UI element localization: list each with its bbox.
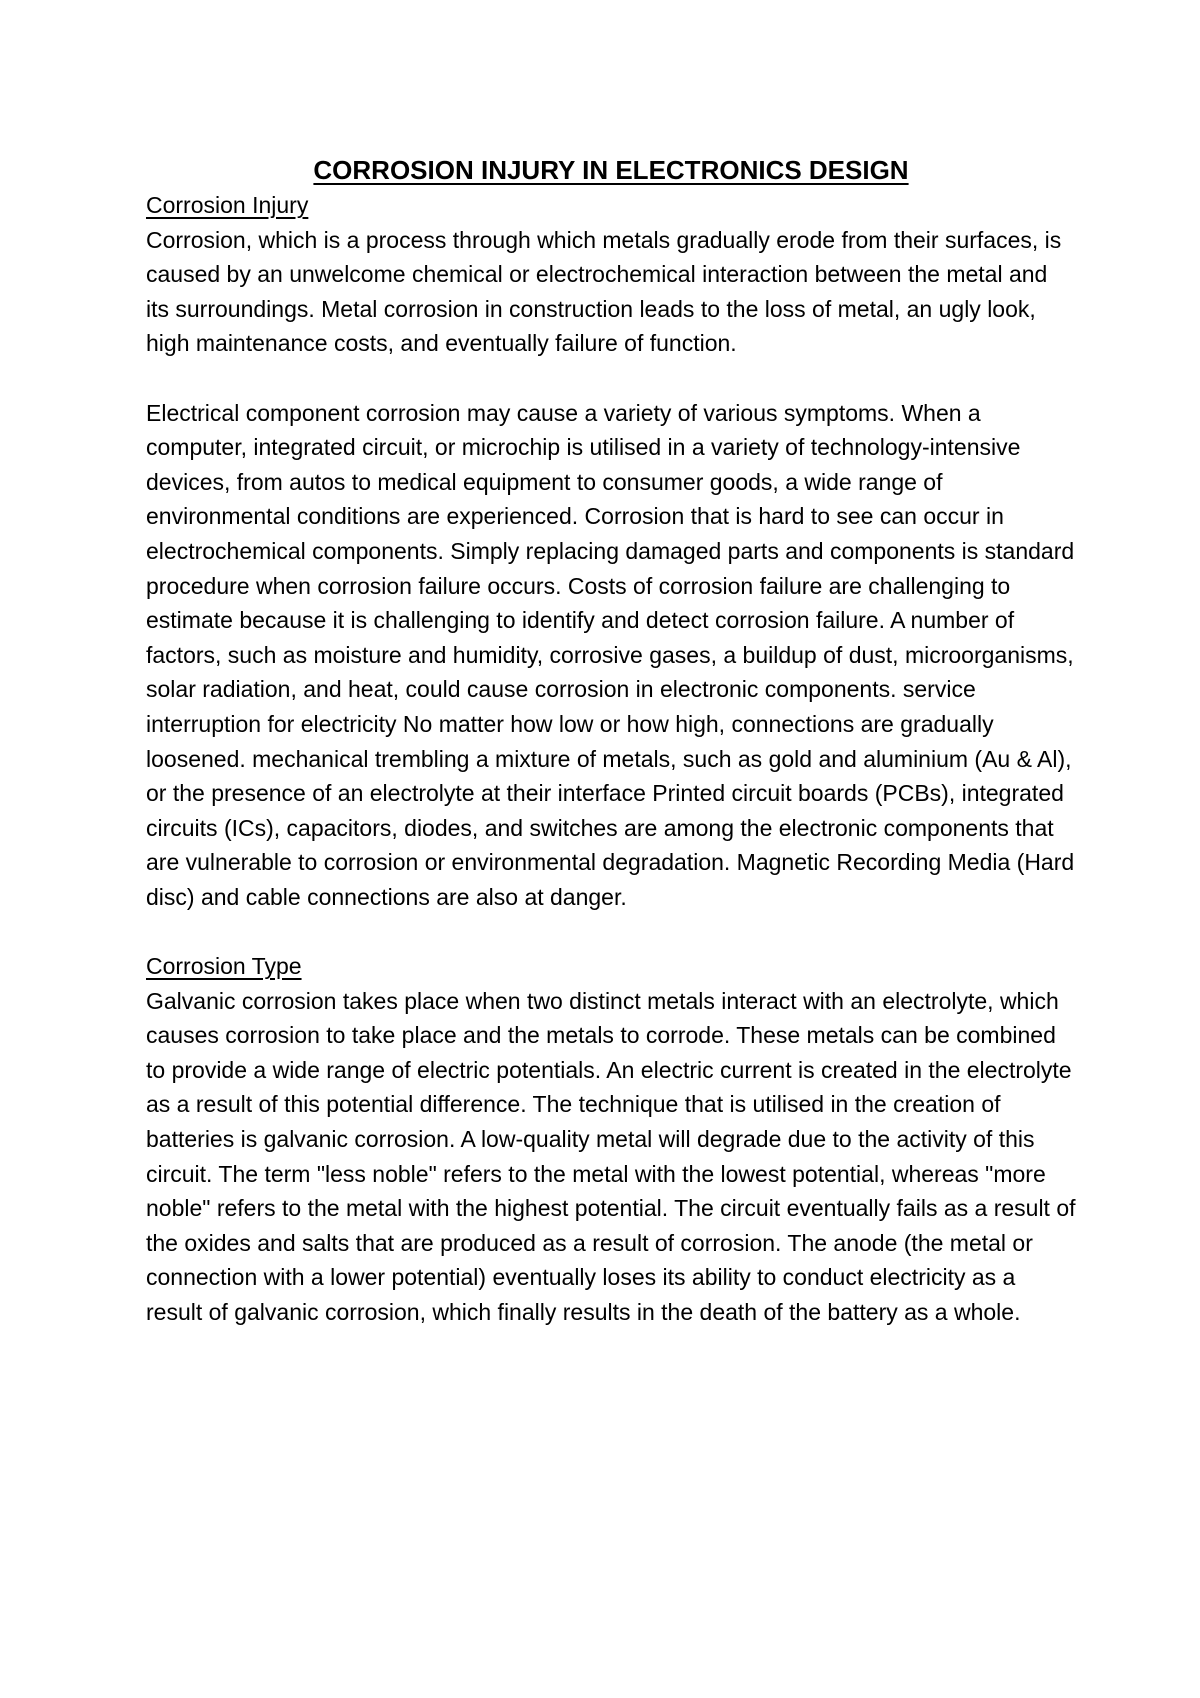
paragraph-electrical-component-corrosion: Electrical component corrosion may cause a variety of various symptoms. When a computer, integrated circuit, or microchip is utilised in a variety of technology-intensive devices, from autos to medical equipment to consumer goods, a wide range of environmental conditions are experienced. Corrosion that is hard to see can occur in electrochemical components. Simply replacing damaged parts and components is standard procedure when corrosion failure occurs. Costs of corrosion failure are challenging to estimate because it is challenging to identify and detect corrosion failure. A number of factors, such as moisture and humidity, corrosive gases, a buildup of dust, microorganisms, solar radiation, and heat, could cause corrosion in electronic components. service interruption for electricity No matter how low or how high, connections are gradually loosened. mechanical trembling a mixture of metals, such as gold and aluminium (Au & Al), or the presence of an electrolyte at their interface Printed circuit boards (PCBs), integrated circuits (ICs), capacitors, diodes, and switches are among the electronic components that are vulnerable to corrosion or environmental degradation. Magnetic Recording Media (Hard disc) and cable connections are also at danger. <box>146 399 1075 910</box>
paragraph-corrosion-definition: Corrosion, which is a process through which metals gradually erode from their surfaces, is caused by an unwelcome chemical or electrochemical interaction between the metal and its surroundings. Metal corrosion in construction leads to the loss of metal, an ugly look, high maintenance costs, and eventually failure of function. <box>146 226 1062 357</box>
document-body <box>146 152 1076 1330</box>
document-title: CORROSION INJURY IN ELECTRONICS DESIGN <box>313 155 909 185</box>
section-heading-corrosion-injury: Corrosion Injury <box>146 192 309 218</box>
section-heading-corrosion-type: Corrosion Type <box>146 953 302 980</box>
paragraph-galvanic-corrosion: Galvanic corrosion takes place when two distinct metals interact with an electrolyte, which causes corrosion to take place and the metals to corrode. These metals can be combined to provide a wide range of electric potentials. An electric current is created in the electrolyte as a result of this potential difference. The technique that is utilised in the creation of batteries is galvanic corrosion. A low-quality metal will degrade due to the activity of this circuit. The term "less noble" refers to the metal with the lowest potential, whereas "more noble" refers to the metal with the highest potential. The circuit eventually fails as a result of the oxides and salts that are produced as a result of corrosion. The anode (the metal or connection with a lower potential) eventually loses its ability to conduct electricity as a result of galvanic corrosion, which finally results in the death of the battery as a whole. <box>146 987 1076 1325</box>
paragraph-spacer <box>146 361 1076 396</box>
paragraph-spacer <box>146 914 1076 949</box>
